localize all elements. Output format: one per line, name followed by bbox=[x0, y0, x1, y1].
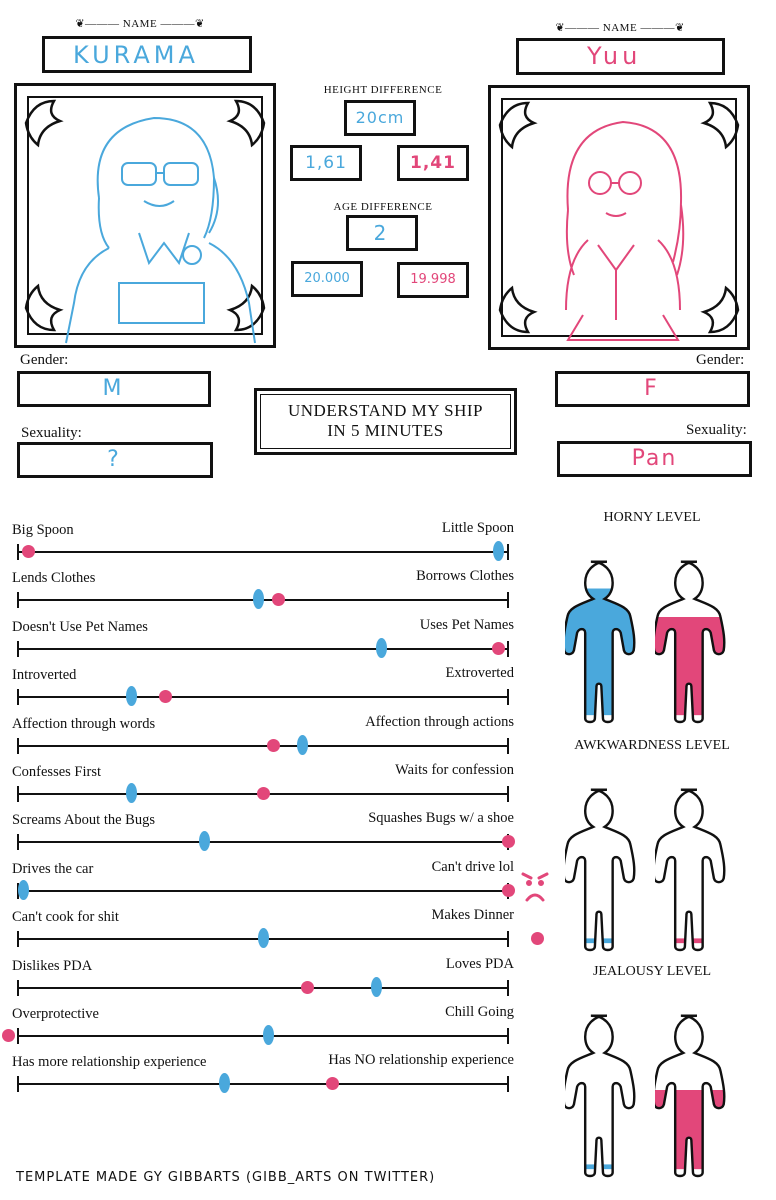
slider-right-label: Affection through actions bbox=[365, 713, 514, 730]
slider-end-tick bbox=[507, 738, 509, 754]
slider-right-label: Chill Going bbox=[445, 1004, 514, 1020]
slider-left-label: Has more relationship experience bbox=[12, 1054, 207, 1071]
slider-left-label: Lends Clothes bbox=[12, 570, 96, 587]
slider-end-tick bbox=[507, 1028, 509, 1044]
age-caption: AGE DIFFERENCE bbox=[333, 201, 433, 213]
slider-row bbox=[0, 570, 540, 614]
height-left-field[interactable] bbox=[290, 145, 362, 181]
left-name-value: KURAMA bbox=[73, 41, 199, 69]
slider-right-label: Loves PDA bbox=[445, 955, 514, 972]
level-title: AWKWARDNESS LEVEL bbox=[574, 738, 730, 753]
slider-track[interactable] bbox=[18, 987, 508, 989]
blue-level-figure bbox=[565, 992, 649, 1188]
age-right-value: 19.998 bbox=[410, 272, 456, 287]
left-sexuality-value: ? bbox=[107, 447, 123, 472]
right-sexuality-label: Sexuality: bbox=[686, 422, 747, 438]
pink-marker[interactable] bbox=[257, 787, 270, 800]
pink-level-figure bbox=[655, 538, 739, 734]
slider-row bbox=[0, 522, 540, 566]
slider-row bbox=[0, 764, 540, 808]
pink-marker[interactable] bbox=[502, 884, 515, 897]
blue-level-fill bbox=[565, 589, 649, 716]
slider-row bbox=[0, 713, 540, 760]
blue-level-figure bbox=[565, 538, 649, 734]
slider-end-tick bbox=[507, 931, 509, 947]
slider-left-label: Doesn't Use Pet Names bbox=[12, 618, 148, 635]
blue-marker[interactable] bbox=[371, 977, 382, 997]
slider-right-label: Has NO relationship experience bbox=[328, 1052, 514, 1069]
slider-track[interactable] bbox=[18, 696, 508, 698]
height-diff-field[interactable] bbox=[344, 100, 416, 136]
slider-end-tick bbox=[17, 641, 19, 657]
slider-track[interactable] bbox=[18, 890, 508, 892]
right-portrait-drawing bbox=[488, 85, 750, 350]
pink-marker[interactable] bbox=[2, 1029, 15, 1042]
slider-row bbox=[0, 955, 540, 1002]
right-name-field[interactable] bbox=[516, 38, 725, 75]
blue-marker[interactable] bbox=[126, 783, 137, 803]
pink-marker[interactable] bbox=[272, 593, 285, 606]
slider-left-label: Affection through words bbox=[12, 715, 156, 732]
slider-left-label: Can't cook for shit bbox=[12, 909, 119, 926]
height-diff-value: 20cm bbox=[355, 108, 405, 127]
slider-track[interactable] bbox=[18, 648, 508, 650]
age-diff-field[interactable] bbox=[346, 215, 418, 251]
slider-left-label: Overprotective bbox=[12, 1006, 99, 1022]
left-name-field[interactable] bbox=[42, 36, 252, 73]
slider-row bbox=[0, 909, 540, 953]
height-caption: HEIGHT DIFFERENCE bbox=[323, 84, 443, 96]
pink-marker[interactable] bbox=[267, 739, 280, 752]
age-left-value: 20.000 bbox=[304, 271, 350, 286]
blue-marker[interactable] bbox=[493, 541, 504, 561]
left-sexuality-field[interactable] bbox=[17, 442, 213, 478]
blue-marker[interactable] bbox=[258, 928, 269, 948]
height-right-field[interactable] bbox=[397, 145, 469, 181]
blue-figure-outline bbox=[565, 790, 634, 950]
slider-right-label: Squashes Bugs w/ a shoe bbox=[368, 810, 514, 827]
slider-left-label: Confesses First bbox=[12, 764, 102, 780]
slider-end-tick bbox=[17, 1028, 19, 1044]
slider-end-tick bbox=[507, 980, 509, 996]
right-gender-value: F bbox=[644, 376, 661, 401]
pink-level-figure bbox=[655, 992, 739, 1188]
left-portrait-drawing bbox=[14, 83, 276, 348]
right-gender-field[interactable] bbox=[555, 371, 750, 407]
blue-figure-outline bbox=[565, 1016, 634, 1176]
slider-left-label: Screams About the Bugs bbox=[12, 812, 155, 829]
pink-marker[interactable] bbox=[301, 981, 314, 994]
slider-end-tick bbox=[507, 689, 509, 705]
slider-end-tick bbox=[17, 592, 19, 608]
slider-row bbox=[0, 1054, 540, 1098]
slider-right-label: Extroverted bbox=[445, 665, 514, 682]
blue-marker[interactable] bbox=[297, 735, 308, 755]
slider-right-label: Can't drive lol bbox=[431, 858, 514, 875]
slider-row bbox=[0, 812, 540, 856]
slider-right-label: Borrows Clothes bbox=[416, 568, 514, 585]
pink-marker[interactable] bbox=[492, 642, 505, 655]
slider-end-tick bbox=[507, 641, 509, 657]
pink-level-fill bbox=[655, 1090, 739, 1169]
slider-end-tick bbox=[17, 834, 19, 850]
pink-level-fill bbox=[655, 938, 739, 943]
pink-marker[interactable] bbox=[502, 835, 515, 848]
slider-left-label: Introverted bbox=[12, 667, 77, 684]
blue-marker[interactable] bbox=[199, 831, 210, 851]
pink-marker[interactable] bbox=[22, 545, 35, 558]
right-portrait-frame bbox=[488, 85, 750, 350]
right-sexuality-value: Pan bbox=[631, 446, 678, 471]
right-name-caption: ❦——— NAME ———❦ bbox=[555, 22, 685, 34]
age-right-field[interactable] bbox=[397, 262, 469, 298]
sad-face-doodle bbox=[518, 868, 552, 908]
slider-track[interactable] bbox=[18, 841, 508, 843]
slider-end-tick bbox=[507, 786, 509, 802]
slider-row bbox=[0, 1006, 540, 1050]
slider-end-tick bbox=[507, 1076, 509, 1092]
left-name-caption: ❦——— NAME ———❦ bbox=[75, 18, 205, 30]
slider-track[interactable] bbox=[18, 551, 508, 553]
slider-end-tick bbox=[17, 544, 19, 560]
slider-end-tick bbox=[17, 738, 19, 754]
slider-end-tick bbox=[17, 1076, 19, 1092]
blue-marker[interactable] bbox=[18, 880, 29, 900]
slider-left-label: Big Spoon bbox=[12, 522, 74, 538]
slider-end-tick bbox=[17, 689, 19, 705]
slider-track[interactable] bbox=[18, 745, 508, 747]
slider-end-tick bbox=[507, 544, 509, 560]
right-gender-label: Gender: bbox=[696, 352, 745, 368]
slider-right-label: Waits for confession bbox=[395, 762, 514, 778]
height-left-value: 1,61 bbox=[305, 153, 347, 173]
slider-track[interactable] bbox=[18, 1083, 508, 1085]
pink-level-figure bbox=[655, 766, 739, 962]
level-title: JEALOUSY LEVEL bbox=[592, 964, 712, 979]
pink-marker[interactable] bbox=[159, 690, 172, 703]
slider-end-tick bbox=[17, 980, 19, 996]
blue-level-figure bbox=[565, 766, 649, 962]
left-gender-field[interactable] bbox=[17, 371, 211, 407]
slider-end-tick bbox=[507, 592, 509, 608]
age-left-field[interactable] bbox=[291, 261, 363, 297]
slider-right-label: Little Spoon bbox=[441, 520, 514, 536]
slider-right-label: Uses Pet Names bbox=[419, 616, 514, 633]
blue-level-fill bbox=[565, 1164, 649, 1169]
left-gender-label: Gender: bbox=[20, 352, 69, 368]
blue-marker[interactable] bbox=[219, 1073, 230, 1093]
right-sexuality-field[interactable] bbox=[557, 441, 752, 477]
slider-row bbox=[0, 858, 540, 905]
level-title: HORNY LEVEL bbox=[603, 510, 701, 525]
slider-row bbox=[0, 616, 540, 663]
left-portrait-frame bbox=[14, 83, 276, 348]
height-right-value: 1,41 bbox=[410, 153, 456, 173]
left-sexuality-label: Sexuality: bbox=[21, 425, 82, 441]
slider-row bbox=[0, 667, 540, 711]
blue-marker[interactable] bbox=[263, 1025, 274, 1045]
title-box bbox=[254, 388, 517, 455]
pink-marker[interactable] bbox=[531, 932, 544, 945]
footer-credit: TEMPLATE MADE GY GIBBARTS (GIBB_ARTS ON TWITTER) bbox=[16, 1170, 436, 1185]
pink-marker[interactable] bbox=[326, 1077, 339, 1090]
age-diff-value: 2 bbox=[373, 221, 391, 245]
title-line-2: IN 5 MINUTES bbox=[327, 421, 444, 440]
slider-left-label: Dislikes PDA bbox=[12, 957, 93, 974]
pink-figure-outline bbox=[655, 790, 724, 950]
left-gender-value: M bbox=[102, 376, 126, 401]
slider-left-label: Drives the car bbox=[12, 860, 94, 877]
slider-right-label: Makes Dinner bbox=[431, 907, 514, 924]
blue-level-fill bbox=[565, 938, 649, 943]
right-name-value: Yuu bbox=[587, 42, 642, 70]
blue-marker[interactable] bbox=[126, 686, 137, 706]
slider-end-tick bbox=[17, 786, 19, 802]
blue-marker[interactable] bbox=[253, 589, 264, 609]
slider-end-tick bbox=[17, 931, 19, 947]
title-line-1: UNDERSTAND MY SHIP bbox=[288, 401, 483, 420]
blue-marker[interactable] bbox=[376, 638, 387, 658]
